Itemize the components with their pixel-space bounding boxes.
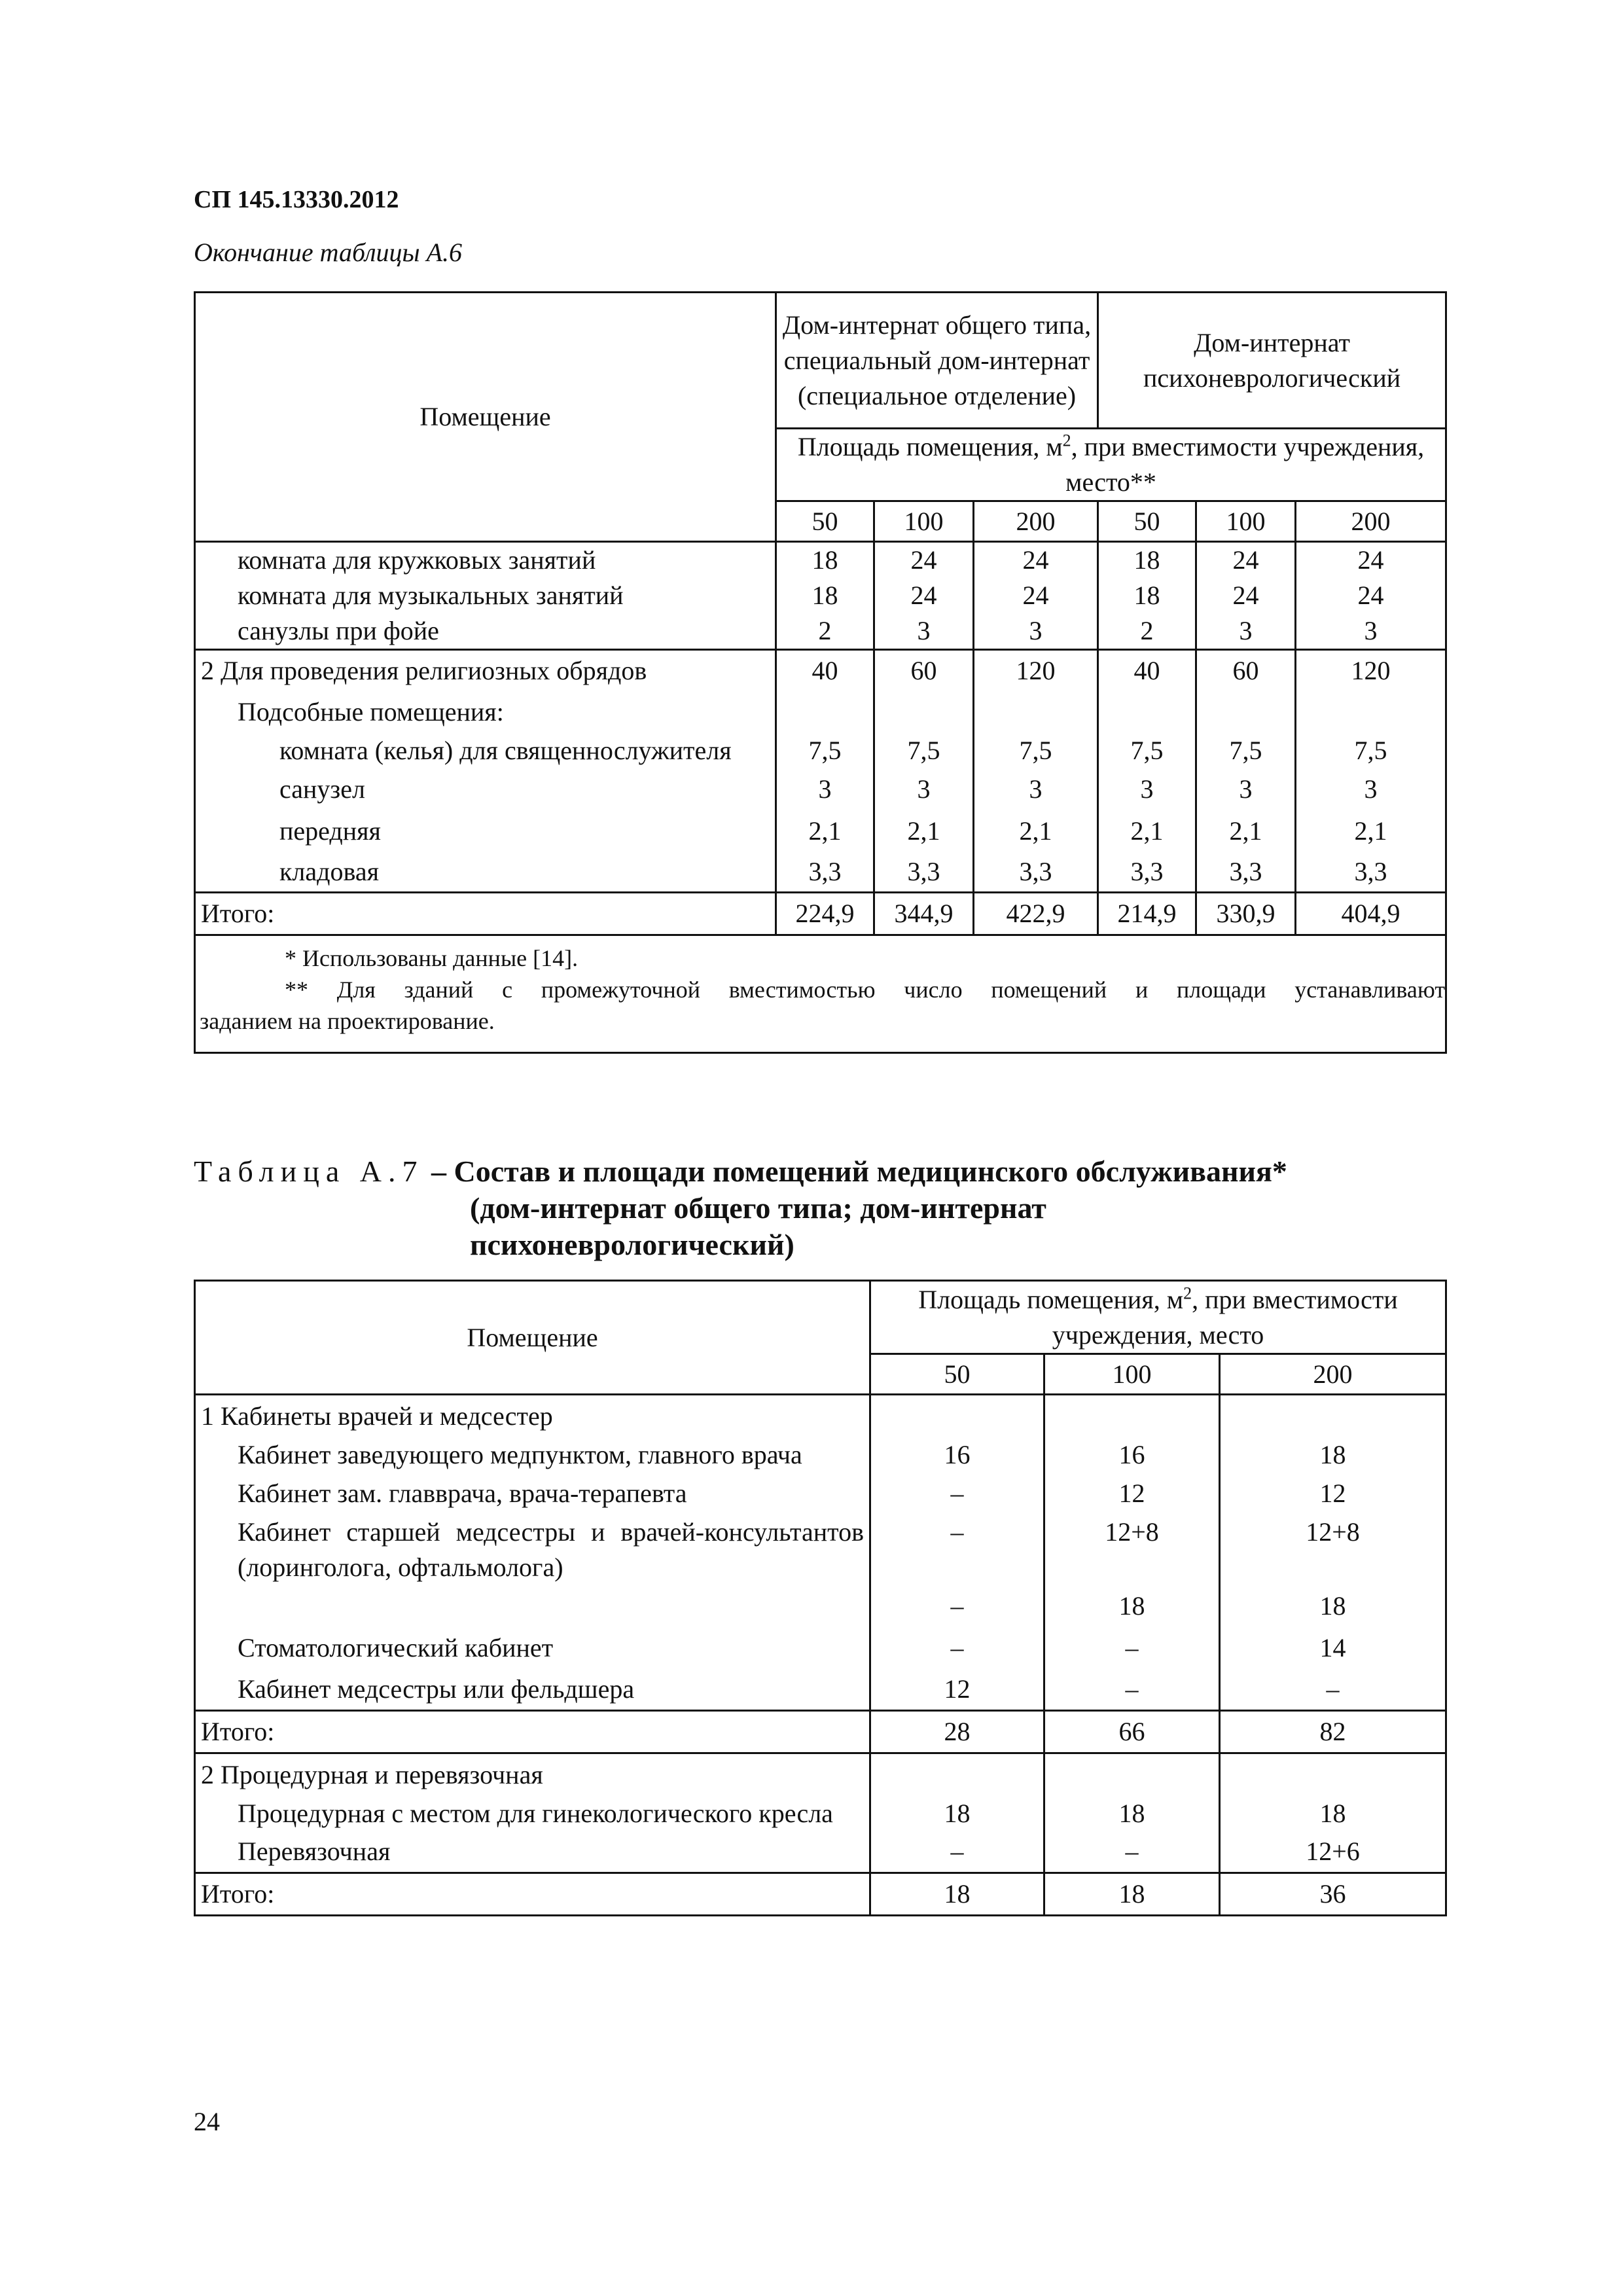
cell: 3	[874, 768, 974, 810]
row-label: комната для кружковых занятий	[195, 542, 776, 579]
table-row	[195, 1669, 1446, 1711]
table-row	[195, 1515, 1446, 1585]
table-a7-title-line3: психоневрологический)	[470, 1228, 794, 1261]
cell: 2,1	[1098, 810, 1196, 852]
cell: 12	[870, 1669, 1044, 1711]
cell: 24	[974, 542, 1098, 579]
row-label: комната для музыкальных занятий	[195, 578, 776, 613]
cell	[776, 691, 874, 733]
note-1: * Использованы данные [14].	[285, 945, 579, 971]
cell: 18	[1044, 1585, 1220, 1627]
table-row	[195, 613, 1446, 650]
table-total-row	[195, 1873, 1446, 1916]
row-label: комната (келья) для священнослужителя	[195, 733, 776, 768]
cell: 2,1	[874, 810, 974, 852]
cell: 12	[1044, 1473, 1220, 1515]
cell: 14	[1220, 1627, 1446, 1669]
table-a7-label: Таблица А.7	[194, 1155, 424, 1188]
cell: 3,3	[874, 852, 974, 893]
cell: 120	[1296, 650, 1446, 692]
cell: 66	[1044, 1711, 1220, 1753]
cell: 2,1	[1196, 810, 1296, 852]
cell: 214,9	[1098, 893, 1196, 935]
cell: 24	[1196, 578, 1296, 613]
cell: 3	[1296, 768, 1446, 810]
cell: 120	[974, 650, 1098, 692]
section-row	[195, 1395, 1446, 1438]
capacity-header: 50	[1098, 501, 1196, 542]
cell: 7,5	[1296, 733, 1446, 768]
cell: –	[870, 1627, 1044, 1669]
cell: 3	[1296, 613, 1446, 650]
cell: 2	[776, 613, 874, 650]
table-row	[195, 542, 1446, 579]
cell: 18	[776, 578, 874, 613]
cell: 16	[1044, 1437, 1220, 1473]
header-group-general: Дом-интернат общего типа, специальный дом-интернат (специальное отделение)	[776, 293, 1098, 429]
cell: 7,5	[1098, 733, 1196, 768]
cell: 18	[1098, 578, 1196, 613]
cell: 12	[1220, 1473, 1446, 1515]
capacity-header: 50	[776, 501, 874, 542]
capacity-header: 100	[874, 501, 974, 542]
cell: 40	[776, 650, 874, 692]
cell	[874, 691, 974, 733]
row-label: Перевязочная	[195, 1831, 870, 1873]
cell: –	[1044, 1627, 1220, 1669]
cell: 3	[1196, 768, 1296, 810]
cell: 40	[1098, 650, 1196, 692]
cell: 3,3	[974, 852, 1098, 893]
capacity-header: 100	[1044, 1354, 1220, 1395]
table-a7-title-line2: (дом-интернат общего типа; дом-интернат	[470, 1191, 1046, 1225]
cell: 18	[870, 1873, 1044, 1916]
capacity-header: 200	[974, 501, 1098, 542]
cell: 24	[1296, 578, 1446, 613]
table-row	[195, 691, 1446, 733]
cell: –	[870, 1585, 1044, 1627]
cell: 3	[974, 768, 1098, 810]
header-area-sup: 2	[1183, 1283, 1192, 1303]
cell: 3	[1098, 768, 1196, 810]
cell: 60	[1196, 650, 1296, 692]
table-row	[195, 1437, 1446, 1473]
table-row	[195, 1627, 1446, 1669]
table-a6	[194, 291, 1447, 1054]
cell: 12+8	[1044, 1515, 1220, 1585]
row-label: Кабинет старшей медсестры и врачей-консультантов (лоринголога, офтальмолога)	[195, 1515, 870, 1585]
page-number: 24	[194, 2107, 220, 2136]
table-a7	[194, 1280, 1447, 1916]
cell: –	[870, 1515, 1044, 1585]
cell: 3	[1196, 613, 1296, 650]
header-area-text: Площадь помещения, м	[797, 432, 1063, 461]
cell: 18	[1044, 1873, 1220, 1916]
cell: 12+6	[1220, 1831, 1446, 1873]
cell: 404,9	[1296, 893, 1446, 935]
row-label	[195, 1585, 870, 1627]
header-area-text-end: , при вместимости учреждения, место	[1052, 1284, 1398, 1350]
table-row	[195, 768, 1446, 810]
note-2-line-2: заданием на проектирование.	[200, 1008, 495, 1034]
table-total-row	[195, 1711, 1446, 1753]
cell: 18	[870, 1796, 1044, 1831]
table-row	[195, 1585, 1446, 1627]
cell: 82	[1220, 1711, 1446, 1753]
cell: 330,9	[1196, 893, 1296, 935]
capacity-header: 200	[1220, 1354, 1446, 1395]
table-row	[195, 1831, 1446, 1873]
cell: 18	[1098, 542, 1196, 579]
row-label: кладовая	[195, 852, 776, 893]
cell: 12+8	[1220, 1515, 1446, 1585]
total-label: Итого:	[195, 893, 776, 935]
cell: 28	[870, 1711, 1044, 1753]
cell: –	[1044, 1669, 1220, 1711]
cell: 2,1	[776, 810, 874, 852]
table-notes	[195, 935, 1446, 1053]
header-area-text: Площадь помещения, м	[918, 1284, 1184, 1314]
cell: 18	[1220, 1585, 1446, 1627]
table-row	[195, 578, 1446, 613]
cell	[1296, 691, 1446, 733]
cell: 24	[874, 578, 974, 613]
cell: 3	[776, 768, 874, 810]
section-label: 1 Кабинеты врачей и медсестер	[195, 1395, 870, 1438]
cell: 60	[874, 650, 974, 692]
row-label: Подсобные помещения:	[195, 691, 776, 733]
note-2-line-1: ** Для зданий с промежуточной вместимостью число помещений и площади устанавливают	[285, 977, 1446, 1003]
header-area	[776, 429, 1446, 501]
cell	[1098, 691, 1196, 733]
cell: 18	[1044, 1796, 1220, 1831]
header-area-sup: 2	[1062, 431, 1071, 450]
total-label: Итого:	[195, 1711, 870, 1753]
capacity-header: 200	[1296, 501, 1446, 542]
table-total-row	[195, 893, 1446, 935]
row-label: санузлы при фойе	[195, 613, 776, 650]
header-room: Помещение	[195, 1281, 870, 1395]
cell: 3,3	[1098, 852, 1196, 893]
section-row	[195, 1753, 1446, 1797]
row-label: Стоматологический кабинет	[195, 1627, 870, 1669]
document-code: СП 145.13330.2012	[194, 186, 399, 213]
row-label: Кабинет заведующего медпунктом, главного врача	[195, 1437, 870, 1473]
table-row	[195, 810, 1446, 852]
header-area-text-end: , при вместимости учреждения, место**	[1065, 432, 1425, 497]
cell: 3	[874, 613, 974, 650]
row-label: санузел	[195, 768, 776, 810]
cell: 24	[1296, 542, 1446, 579]
table-row	[195, 1796, 1446, 1831]
row-label: 2 Для проведения религиозных обрядов	[195, 650, 776, 692]
cell: –	[870, 1831, 1044, 1873]
cell: 344,9	[874, 893, 974, 935]
cell: 422,9	[974, 893, 1098, 935]
cell: 3	[974, 613, 1098, 650]
cell: 24	[874, 542, 974, 579]
table-row	[195, 650, 1446, 692]
cell: 7,5	[776, 733, 874, 768]
cell: –	[1044, 1831, 1220, 1873]
cell: 18	[1220, 1796, 1446, 1831]
cell: 16	[870, 1437, 1044, 1473]
cell: 3,3	[1296, 852, 1446, 893]
table-row	[195, 1473, 1446, 1515]
cell: –	[1220, 1669, 1446, 1711]
capacity-header: 50	[870, 1354, 1044, 1395]
cell: 3,3	[1196, 852, 1296, 893]
capacity-header: 100	[1196, 501, 1296, 542]
row-label: Кабинет медсестры или фельдшера	[195, 1669, 870, 1711]
cell: 2	[1098, 613, 1196, 650]
header-area	[870, 1281, 1446, 1354]
row-label: передняя	[195, 810, 776, 852]
cell: 18	[776, 542, 874, 579]
table-row	[195, 733, 1446, 768]
cell: 7,5	[874, 733, 974, 768]
table-row	[195, 852, 1446, 893]
cell: 2,1	[1296, 810, 1446, 852]
header-group-psycho: Дом-интернат психоневрологический	[1098, 293, 1446, 429]
cell: 224,9	[776, 893, 874, 935]
total-label: Итого:	[195, 1873, 870, 1916]
cell: 24	[974, 578, 1098, 613]
section-label: 2 Процедурная и перевязочная	[195, 1753, 870, 1797]
table-continuation-caption: Окончание таблицы А.6	[194, 238, 463, 267]
table-a7-title-line1: Состав и площади помещений медицинского обслуживания*	[454, 1155, 1287, 1188]
header-room: Помещение	[195, 293, 776, 542]
caption-dash: –	[423, 1155, 454, 1188]
row-label: Процедурная с местом для гинекологического кресла	[195, 1796, 870, 1831]
cell: 18	[1220, 1437, 1446, 1473]
cell: 3,3	[776, 852, 874, 893]
cell	[974, 691, 1098, 733]
cell: 7,5	[974, 733, 1098, 768]
row-label: Кабинет зам. главврача, врача-терапевта	[195, 1473, 870, 1515]
table-a7-caption	[194, 1153, 1287, 1261]
cell: 24	[1196, 542, 1296, 579]
cell: 7,5	[1196, 733, 1296, 768]
cell: 36	[1220, 1873, 1446, 1916]
cell: 2,1	[974, 810, 1098, 852]
cell	[1196, 691, 1296, 733]
cell: –	[870, 1473, 1044, 1515]
